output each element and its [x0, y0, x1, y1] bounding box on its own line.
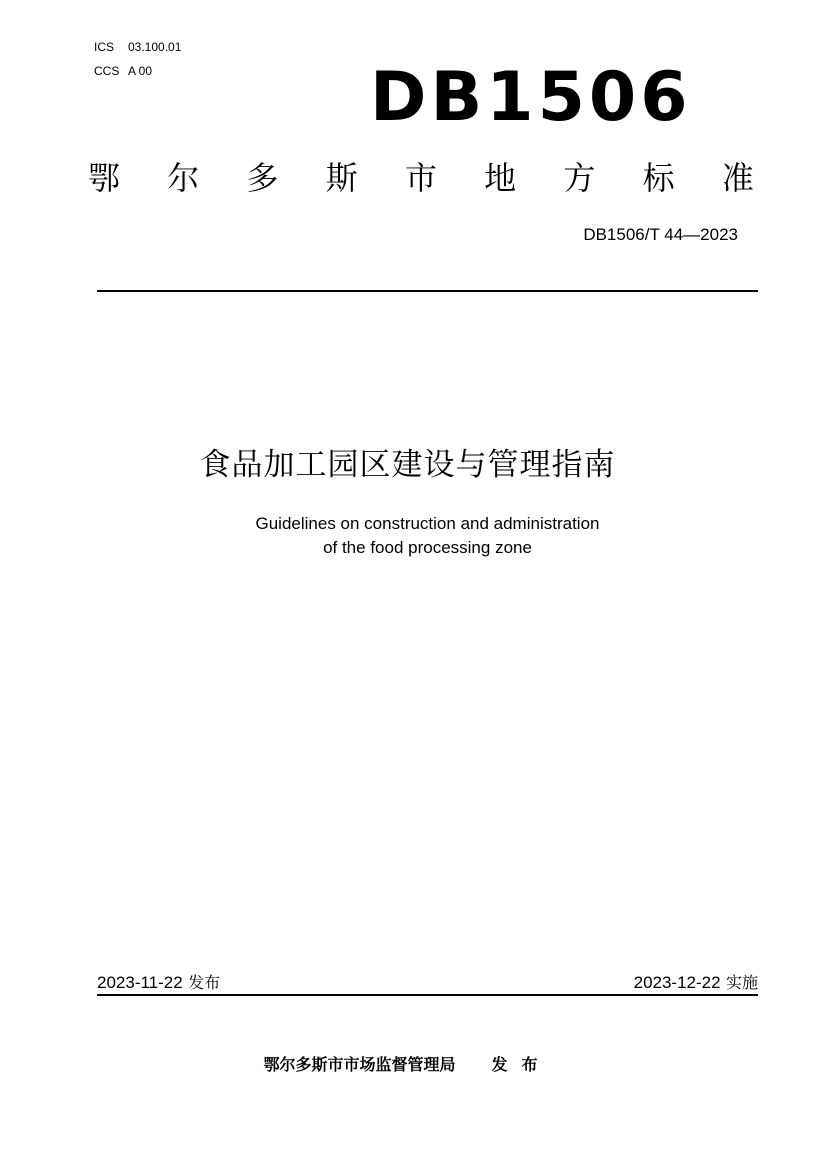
implement-label: 实施 [725, 973, 758, 992]
publisher-line [0, 1053, 815, 1077]
ccs-label: CCS [94, 64, 120, 78]
ccs-line [94, 64, 152, 78]
standard-type-char: 地 [484, 159, 517, 197]
title-english-line2: of the food processing zone [323, 538, 532, 557]
top-divider [97, 290, 758, 292]
title-english-line1: Guidelines on construction and administration [255, 514, 600, 533]
standard-code: DB1506 [370, 58, 692, 137]
publisher-action: 发布 [491, 1055, 552, 1074]
standard-type-char: 市 [404, 159, 437, 197]
issue-label: 发布 [188, 973, 221, 992]
title-chinese: 食品加工园区建设与管理指南 [199, 447, 616, 483]
standard-type-char: 方 [563, 159, 596, 197]
issue-date-group [97, 970, 220, 996]
date-row [97, 970, 758, 996]
standard-type-char: 尔 [167, 159, 200, 197]
standard-type-char: 斯 [325, 159, 358, 197]
implement-date: 2023-12-22 [633, 973, 721, 992]
ics-label: ICS [94, 40, 115, 54]
standard-type-char: 准 [721, 159, 754, 197]
publisher-name: 鄂尔多斯市市场监督管理局 [263, 1055, 456, 1074]
ics-line [94, 40, 181, 54]
standard-type-char: 多 [246, 159, 279, 197]
bottom-divider [97, 994, 758, 996]
ccs-value: A 00 [128, 64, 153, 78]
implement-date-group [634, 970, 758, 996]
ics-value: 03.100.01 [128, 40, 182, 54]
standard-type [88, 158, 754, 198]
issue-date: 2023-11-22 [97, 973, 183, 992]
standard-type-char: 标 [642, 159, 675, 197]
standard-type-char: 鄂 [88, 159, 121, 197]
standard-number: DB1506/T 44—2023 [583, 225, 738, 244]
